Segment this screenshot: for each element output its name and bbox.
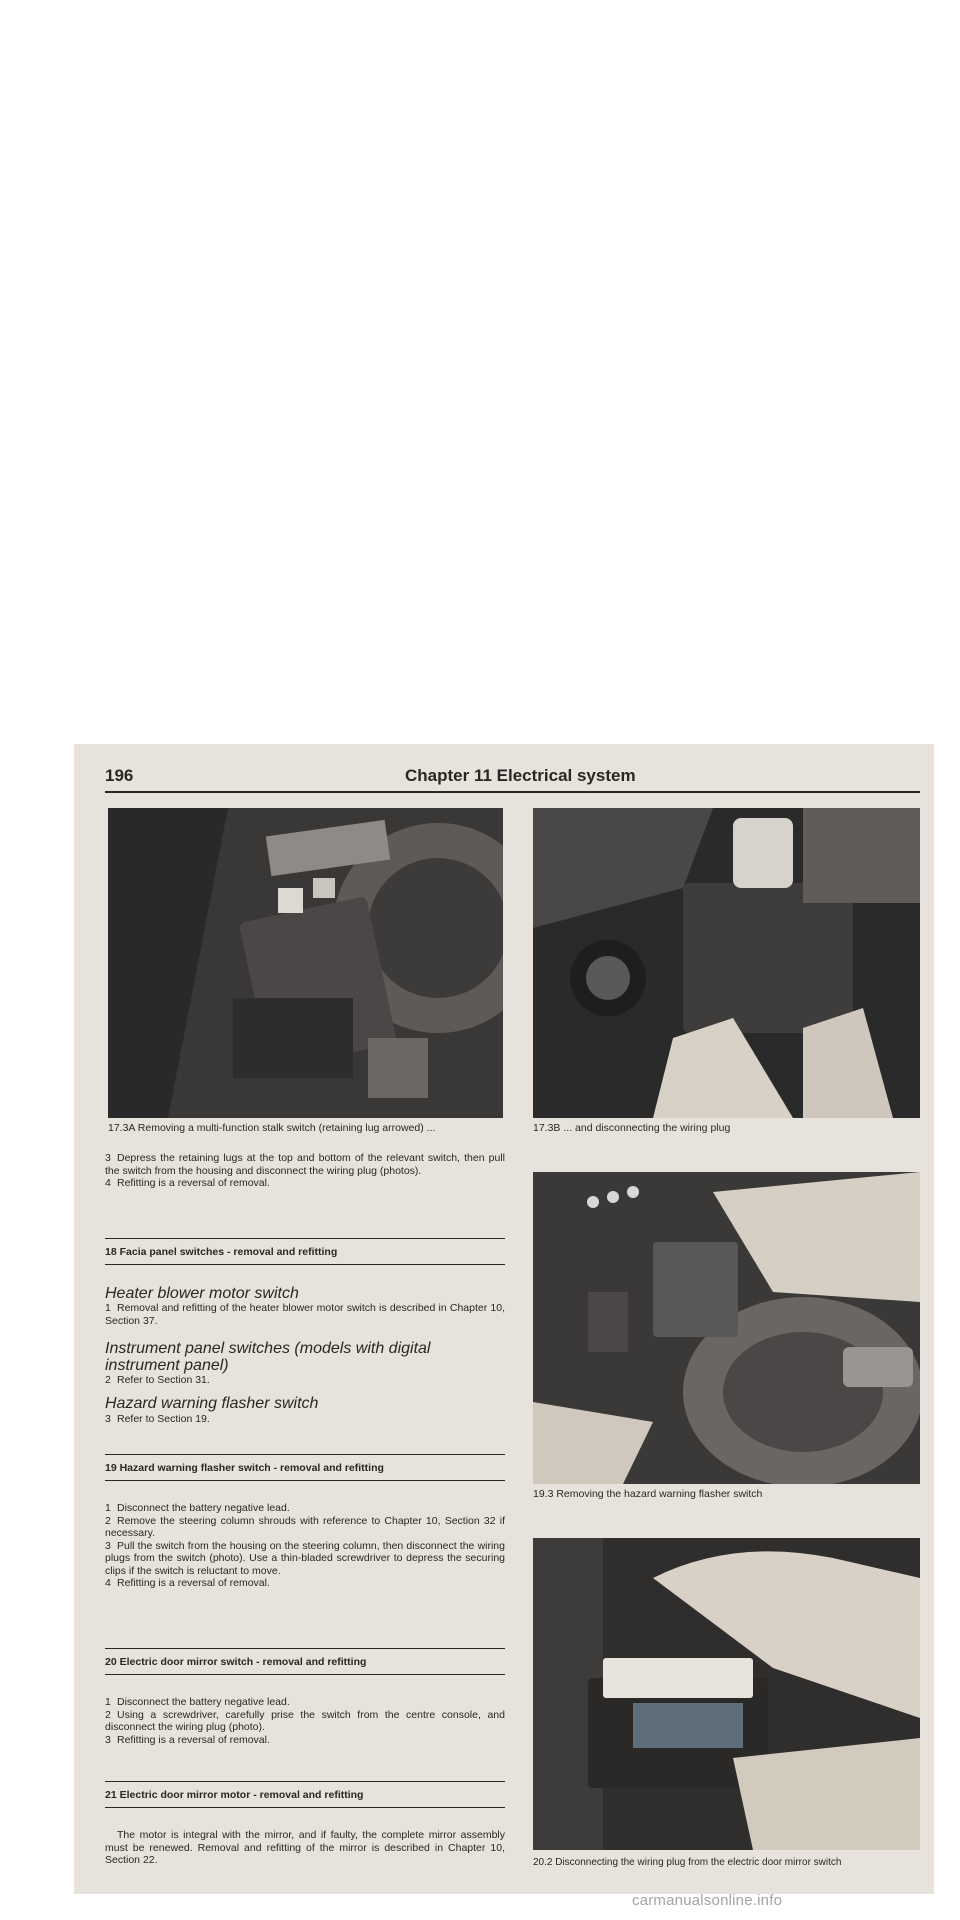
section-heading-19: 19 Hazard warning flasher switch - removal and refitting — [105, 1454, 505, 1481]
section-heading-20: 20 Electric door mirror switch - removal and refitting — [105, 1648, 505, 1675]
section-heading-18: 18 Facia panel switches - removal and refitting — [105, 1238, 505, 1265]
subheading-heater: Heater blower motor switch — [105, 1285, 299, 1302]
photo-caption: 17.3A Removing a multi-function stalk switch (retaining lug arrowed) ... — [108, 1122, 436, 1134]
photo-door-mirror-switch — [533, 1538, 920, 1850]
paragraph: 4 Refitting is a reversal of removal. — [105, 1577, 270, 1589]
paragraph: 2 Remove the steering column shrouds with reference to Chapter 10, Section 32 if necessary. — [105, 1514, 505, 1539]
section-heading-21: 21 Electric door mirror motor - removal and refitting — [105, 1781, 505, 1808]
paragraph: The motor is integral with the mirror, and if faulty, the complete mirror assembly must be renewed. Removal and refitting of the mirror is described in Chapter 10, Section 22. — [105, 1829, 505, 1866]
intro-text — [105, 1152, 505, 1190]
paragraph: 1 Disconnect the battery negative lead. — [105, 1502, 290, 1514]
paragraph: 2 Refer to Section 31. — [105, 1374, 210, 1386]
paragraph: 3 Refitting is a reversal of removal. — [105, 1733, 270, 1746]
section-19-text — [105, 1502, 505, 1590]
paragraph: 2 Using a screwdriver, carefully prise the switch from the centre console, and disconnect the wiring plug (photo). — [105, 1708, 505, 1733]
paragraph: 3 Depress the retaining lugs at the top and bottom of the relevant switch, then pull the switch from the housing and disconnect the wiring plug (photos). — [105, 1152, 505, 1177]
photo-caption: 17.3B ... and disconnecting the wiring plug — [533, 1122, 731, 1134]
watermark-footer: carmanualsonline.info — [632, 1892, 783, 1909]
paragraph: 4 Refitting is a reversal of removal. — [105, 1177, 270, 1189]
page-number: 196 — [105, 766, 134, 785]
paragraph: 3 Pull the switch from the housing on the steering column, then disconnect the wiring plugs from the switch (photo). Use a thin-bladed screwdriver to depress the securing clips if the switch is reluctant to move. — [105, 1539, 505, 1577]
subheading-hazard: Hazard warning flasher switch — [105, 1395, 319, 1412]
section-21-text — [105, 1829, 505, 1867]
paragraph: 1 Removal and refitting of the heater blower motor switch is described in Chapter 10, Section 37. — [105, 1302, 505, 1327]
photo-wiring-plug — [533, 808, 920, 1118]
photo-caption: 20.2 Disconnecting the wiring plug from the electric door mirror switch — [533, 1857, 842, 1868]
header-rule — [105, 791, 920, 793]
photo-caption: 19.3 Removing the hazard warning flasher switch — [533, 1488, 763, 1500]
section-20-text — [105, 1696, 505, 1746]
paragraph: 1 Disconnect the battery negative lead. — [105, 1696, 290, 1708]
subheading-instrument-panel: Instrument panel switches (models with digital instrument panel) — [105, 1340, 431, 1374]
photo-multi-function-switch — [108, 808, 503, 1118]
photo-hazard-switch — [533, 1172, 920, 1484]
paragraph: 3 Refer to Section 19. — [105, 1413, 210, 1425]
chapter-title: Chapter 11 Electrical system — [405, 766, 636, 785]
